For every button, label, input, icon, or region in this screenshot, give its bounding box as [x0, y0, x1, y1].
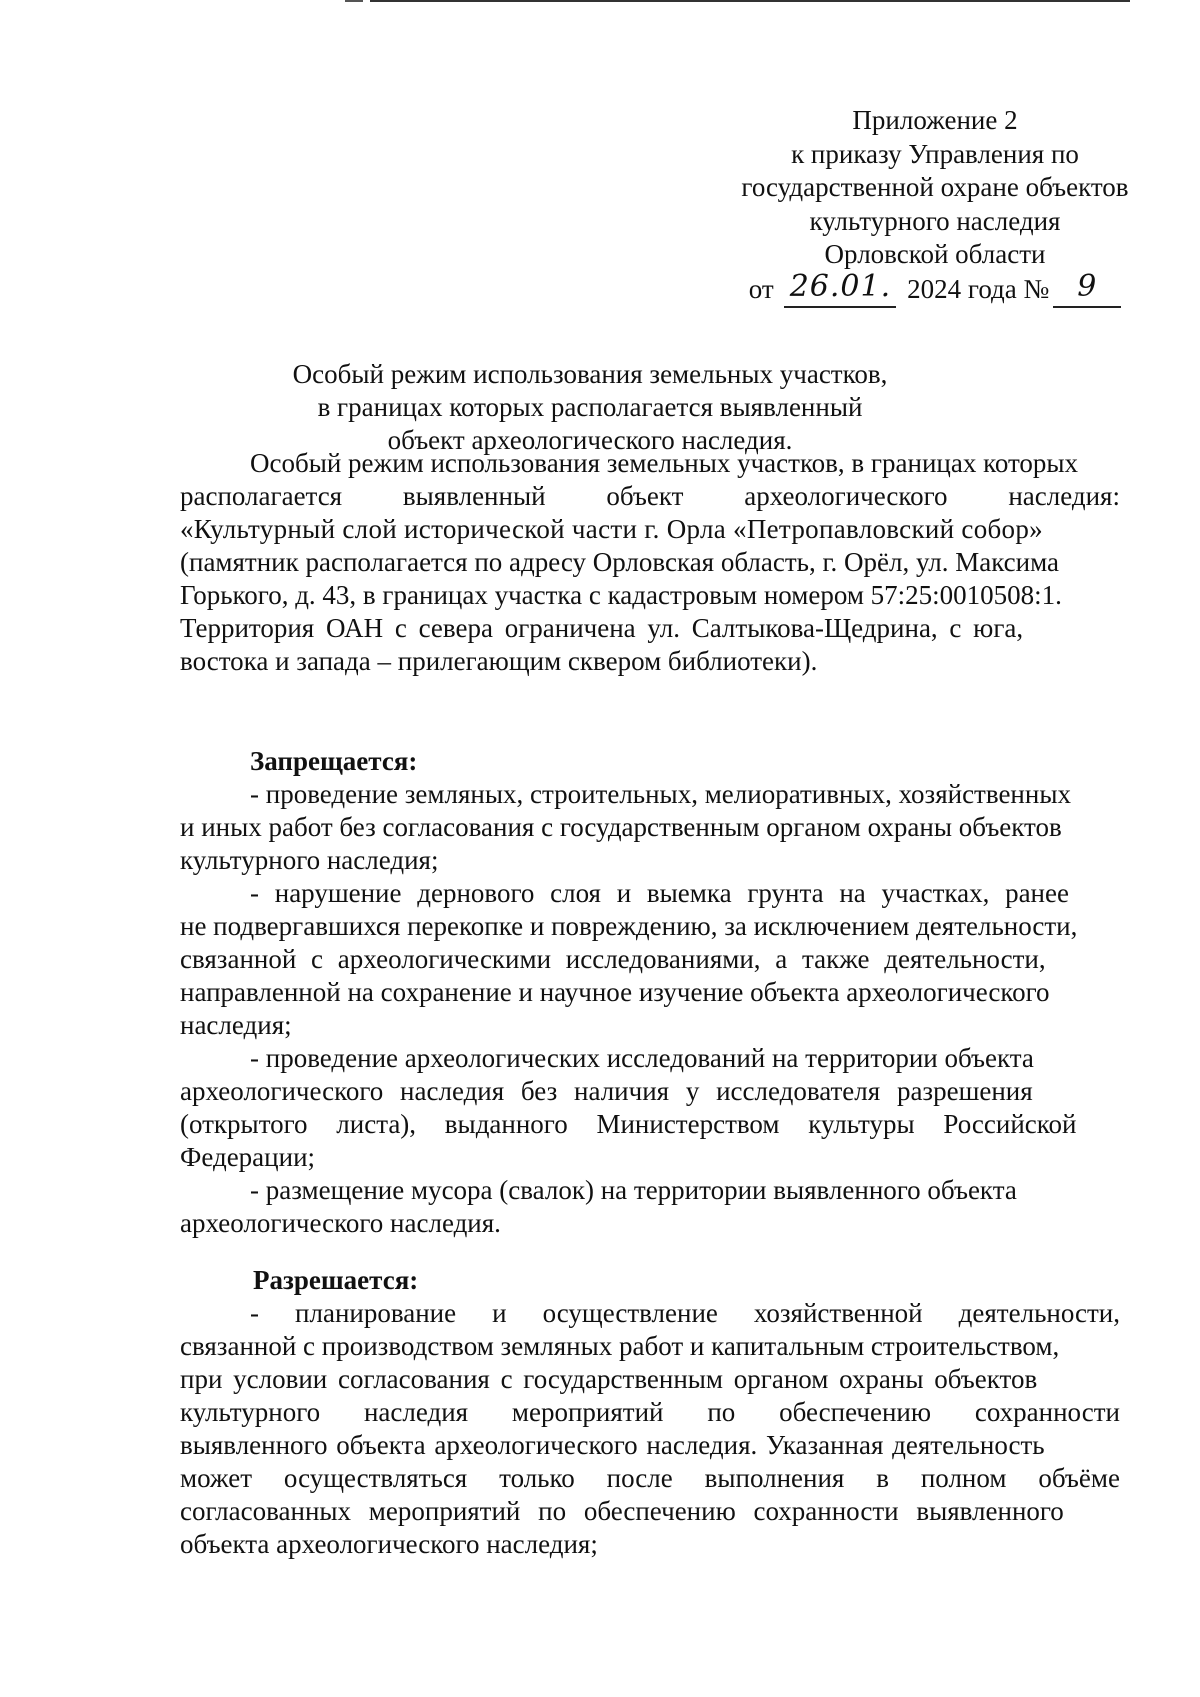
- permitted-line-6-w5: выполнения: [704, 1463, 845, 1493]
- prohibited-line-7: направленной на сохранение и научное изучение объекта археологического: [180, 977, 1050, 1007]
- scan-edge-line: [370, 0, 1130, 2]
- permitted-heading: Разрешается:: [253, 1265, 419, 1295]
- permitted-line-1-w4: осуществление: [542, 1298, 718, 1328]
- prohibited-line-11: (открытого листа), выданного Министерством культуры Российской: [180, 1109, 1077, 1139]
- intro-paragraph: [180, 447, 1120, 678]
- permitted-line-5: выявленного объекта археологического наследия. Указанная деятельность: [180, 1430, 1045, 1460]
- permitted-line-6-w6: в: [876, 1463, 889, 1493]
- prohibited-line-5: не подвергавшихся перекопке и повреждению, за исключением деятельности,: [180, 911, 1078, 941]
- prohibited-list: [180, 778, 1120, 1240]
- annex-line-2: к приказу Управления по: [791, 138, 1079, 169]
- permitted-line-6-w7: полном: [920, 1463, 1007, 1493]
- permitted-line-6-w8: объёме: [1038, 1463, 1120, 1493]
- annex-header: [725, 104, 1145, 308]
- prohibited-line-6: связанной с археологическими исследованиями, а также деятельности,: [180, 944, 1046, 974]
- permitted-line-4-w5: обеспечению: [779, 1397, 932, 1427]
- permitted-line-1: [180, 1297, 1120, 1330]
- handwritten-date: 26.01.: [789, 268, 892, 304]
- prohibited-heading: Запрещается:: [250, 746, 418, 776]
- permitted-line-6: [180, 1462, 1120, 1495]
- annex-line-1: Приложение 2: [852, 105, 1018, 135]
- prohibited-line-9: - проведение археологических исследований на территории объекта: [250, 1043, 1034, 1073]
- intro-line-2-w5: наследия:: [1008, 481, 1120, 511]
- handwritten-order-number: 9: [1077, 268, 1098, 304]
- prohibited-line-2: и иных работ без согласования с государственным органом охраны объектов: [180, 812, 1062, 842]
- permitted-line-7: согласованных мероприятий по обеспечению сохранности выявленного: [180, 1496, 1064, 1526]
- date-suffix: 2024 года №: [907, 273, 1050, 304]
- permitted-line-6-w2: осуществляться: [283, 1463, 468, 1493]
- intro-line-6: Территория ОАН с севера ограничена ул. Салтыкова-Щедрина, с юга,: [180, 613, 1024, 643]
- order-number-field: [1053, 268, 1121, 309]
- title-line-1: Особый режим использования земельных участков,: [292, 359, 888, 389]
- permitted-line-1-w6: деятельности,: [958, 1298, 1120, 1328]
- permitted-line-4-w2: наследия: [363, 1397, 469, 1427]
- intro-line-2-w3: объект: [606, 481, 684, 511]
- permitted-line-2: связанной с производством земляных работ и капитальным строительством,: [180, 1331, 1060, 1361]
- order-date-line: [725, 268, 1145, 309]
- prohibited-line-14: археологического наследия.: [180, 1208, 501, 1238]
- permitted-line-1-w1: -: [250, 1298, 259, 1328]
- intro-line-1: Особый режим использования земельных участков, в границах которых: [250, 448, 1079, 478]
- permitted-line-1-w3: и: [492, 1298, 507, 1328]
- title-line-2: в границах которых располагается выявленный: [317, 392, 863, 422]
- permitted-line-4-w4: по: [707, 1397, 736, 1427]
- permitted-line-4-w3: мероприятий: [511, 1397, 664, 1427]
- permitted-list: [180, 1297, 1120, 1561]
- prohibited-line-12: Федерации;: [180, 1142, 316, 1172]
- intro-line-2-w2: выявленный: [402, 481, 546, 511]
- intro-line-2: [180, 480, 1120, 513]
- prohibited-line-8: наследия;: [180, 1010, 292, 1040]
- intro-line-5: Горького, д. 43, в границах участка с кадастровым номером 57:25:0010508:1.: [180, 580, 1062, 610]
- annex-line-5: Орловской области: [824, 239, 1046, 269]
- permitted-line-4-w1: культурного: [180, 1397, 321, 1427]
- permitted-line-6-w1: может: [180, 1463, 252, 1493]
- prohibited-line-4: - нарушение дернового слоя и выемка грунта на участках, ранее: [250, 878, 1069, 908]
- permitted-line-1-w5: хозяйственной: [753, 1298, 923, 1328]
- date-prefix: от: [748, 273, 774, 304]
- prohibited-line-13: - размещение мусора (свалок) на территории выявленного объекта: [250, 1175, 1017, 1205]
- intro-line-2-w1: располагается: [180, 481, 343, 511]
- prohibited-line-3: культурного наследия;: [180, 845, 439, 875]
- intro-line-2-w4: археологического: [744, 481, 948, 511]
- date-field: [784, 268, 896, 309]
- title-line-3: объект археологического наследия.: [387, 425, 793, 455]
- permitted-line-8: объекта археологического наследия;: [180, 1529, 598, 1559]
- intro-line-7: востока и запада – прилегающим сквером библиотеки).: [180, 646, 818, 676]
- prohibited-line-1: - проведение земляных, строительных, мелиоративных, хозяйственных: [250, 779, 1071, 809]
- document-title: [240, 358, 940, 457]
- permitted-line-1-w2: планирование: [295, 1298, 457, 1328]
- permitted-line-4: [180, 1396, 1120, 1429]
- scan-edge-mark: [345, 0, 363, 2]
- permitted-line-3: при условии согласования с государственным органом охраны объектов: [180, 1364, 1038, 1394]
- prohibited-line-10: археологического наследия без наличия у исследователя разрешения: [180, 1076, 1033, 1106]
- permitted-line-6-w3: только: [499, 1463, 575, 1493]
- permitted-line-6-w4: после: [606, 1463, 673, 1493]
- intro-line-4: (памятник располагается по адресу Орловская область, г. Орёл, ул. Максима: [180, 547, 1059, 577]
- intro-line-3: «Культурный слой исторической части г. Орла «Петропавловский собор»: [180, 514, 1043, 544]
- permitted-line-4-w6: сохранности: [974, 1397, 1120, 1427]
- annex-line-4: культурного наследия: [809, 205, 1061, 236]
- annex-line-3: государственной охране объектов: [741, 172, 1129, 202]
